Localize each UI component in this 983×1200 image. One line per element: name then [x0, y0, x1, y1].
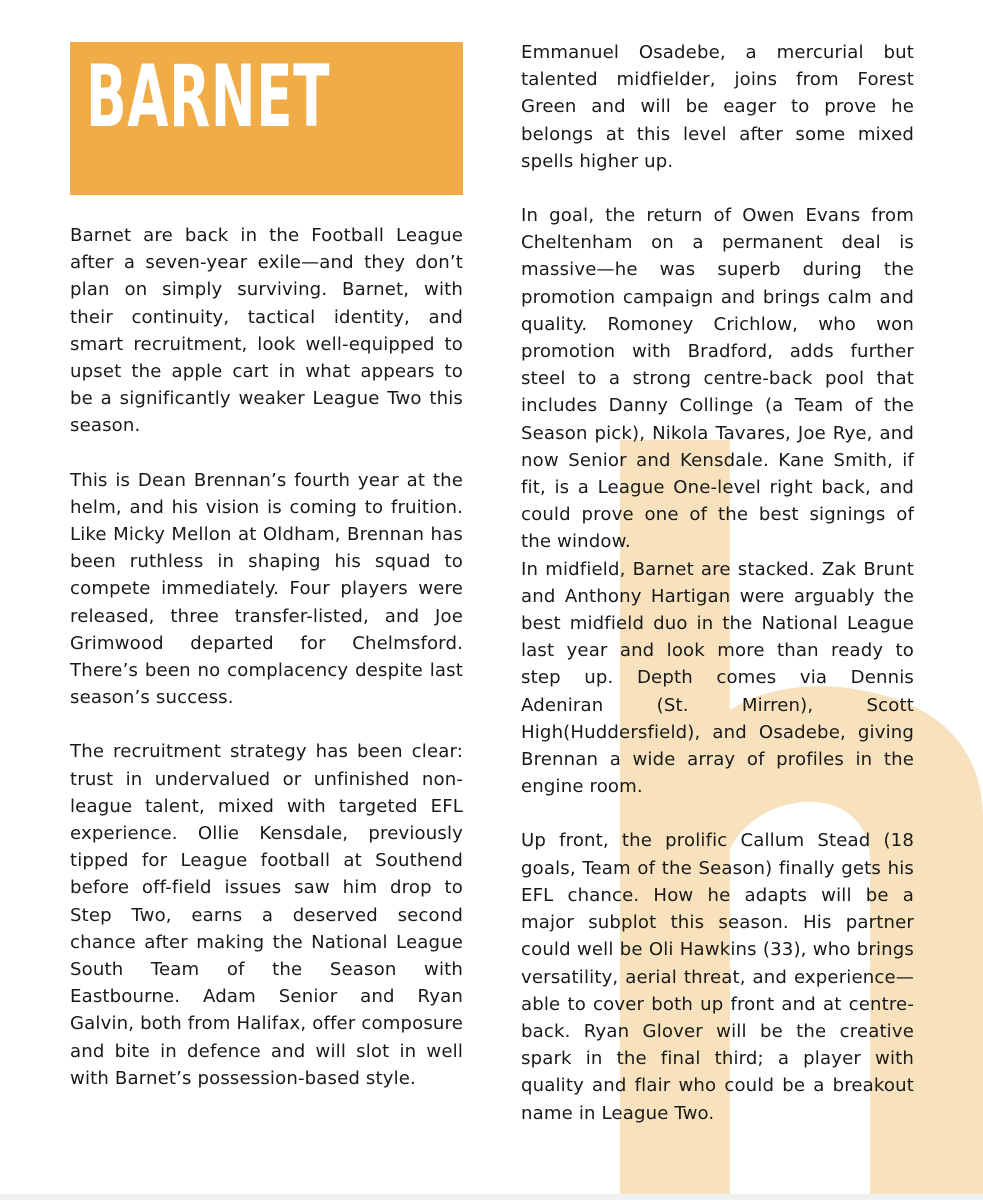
left-column — [70, 222, 463, 1119]
paragraph-osadebe: Emmanuel Osadebe, a mercurial but talented midfielder, joins from Forest Green and will be eager to prove he belongs at this level after some mixed spells higher up. — [521, 42, 914, 172]
team-title-banner — [70, 42, 463, 195]
paragraph-midfield: In midfield, Barnet are stacked. Zak Brunt and Anthony Hartigan were arguably the best midfield duo in the National League last year and look more than ready to step up. Depth comes via Dennis Adeniran (St. Mirren), Scott High(Huddersfield), and Osadebe, giving Brennan a wide array of profiles in the engine room. — [521, 558, 914, 798]
paragraph-intro: Barnet are back in the Football League after a seven-year exile—and they don’t plan on simply surviving. Barnet, with their continuity, tactical identity, and smart recruitment, look well-equipped to upset the apple cart in what appears to be a significantly weaker League Two this season. — [70, 225, 463, 437]
paragraph-attack: Up front, the prolific Callum Stead (18 goals, Team of the Season) finally gets his EFL chance. How he adapts will be a major subplot this season. His partner could well be Oli Hawkins (33), who brings versatility, aerial threat, and experience—able to cover both up front and at centre-back. Ryan Glover will be the creative spark in the final third; a player with quality and flair who could be a breakout name in League Two. — [521, 830, 914, 1124]
right-column — [521, 39, 914, 1154]
team-title: BARNET — [86, 47, 331, 147]
paragraph-defence: In goal, the return of Owen Evans from Cheltenham on a permanent deal is massive—he was superb during the promotion campaign and brings calm and quality. Romoney Crichlow, who won promotion with Bradford, adds further steel to a strong centre-back pool that includes Danny Collinge (a Team of the Season pick), Nikola Tavares, Joe Rye, and now Senior and Kensdale. Kane Smith, if fit, is a League One-level right back, and could prove one of the best signings of the window. — [521, 205, 914, 553]
paragraph-manager: This is Dean Brennan’s fourth year at the helm, and his vision is coming to fruition. Like Micky Mellon at Oldham, Brennan has been ruthless in shaping his squad to compete immediately. Four players were released, three transfer-listed, and Joe Grimwood departed for Chelmsford. There’s been no complacency despite last season’s success. — [70, 469, 463, 709]
page-bottom-edge — [0, 1194, 983, 1200]
paragraph-recruitment: The recruitment strategy has been clear: trust in undervalued or unfinished non-league talent, mixed with targeted EFL experience. Ollie Kensdale, previously tipped for League football at Southend before off-field issues saw him drop to Step Two, earns a deserved second chance after making the National League South Team of the Season with Eastbourne. Adam Senior and Ryan Galvin, both from Halifax, offer composure and bite in defence and will slot in well with Barnet’s possession-based style. — [70, 741, 463, 1089]
